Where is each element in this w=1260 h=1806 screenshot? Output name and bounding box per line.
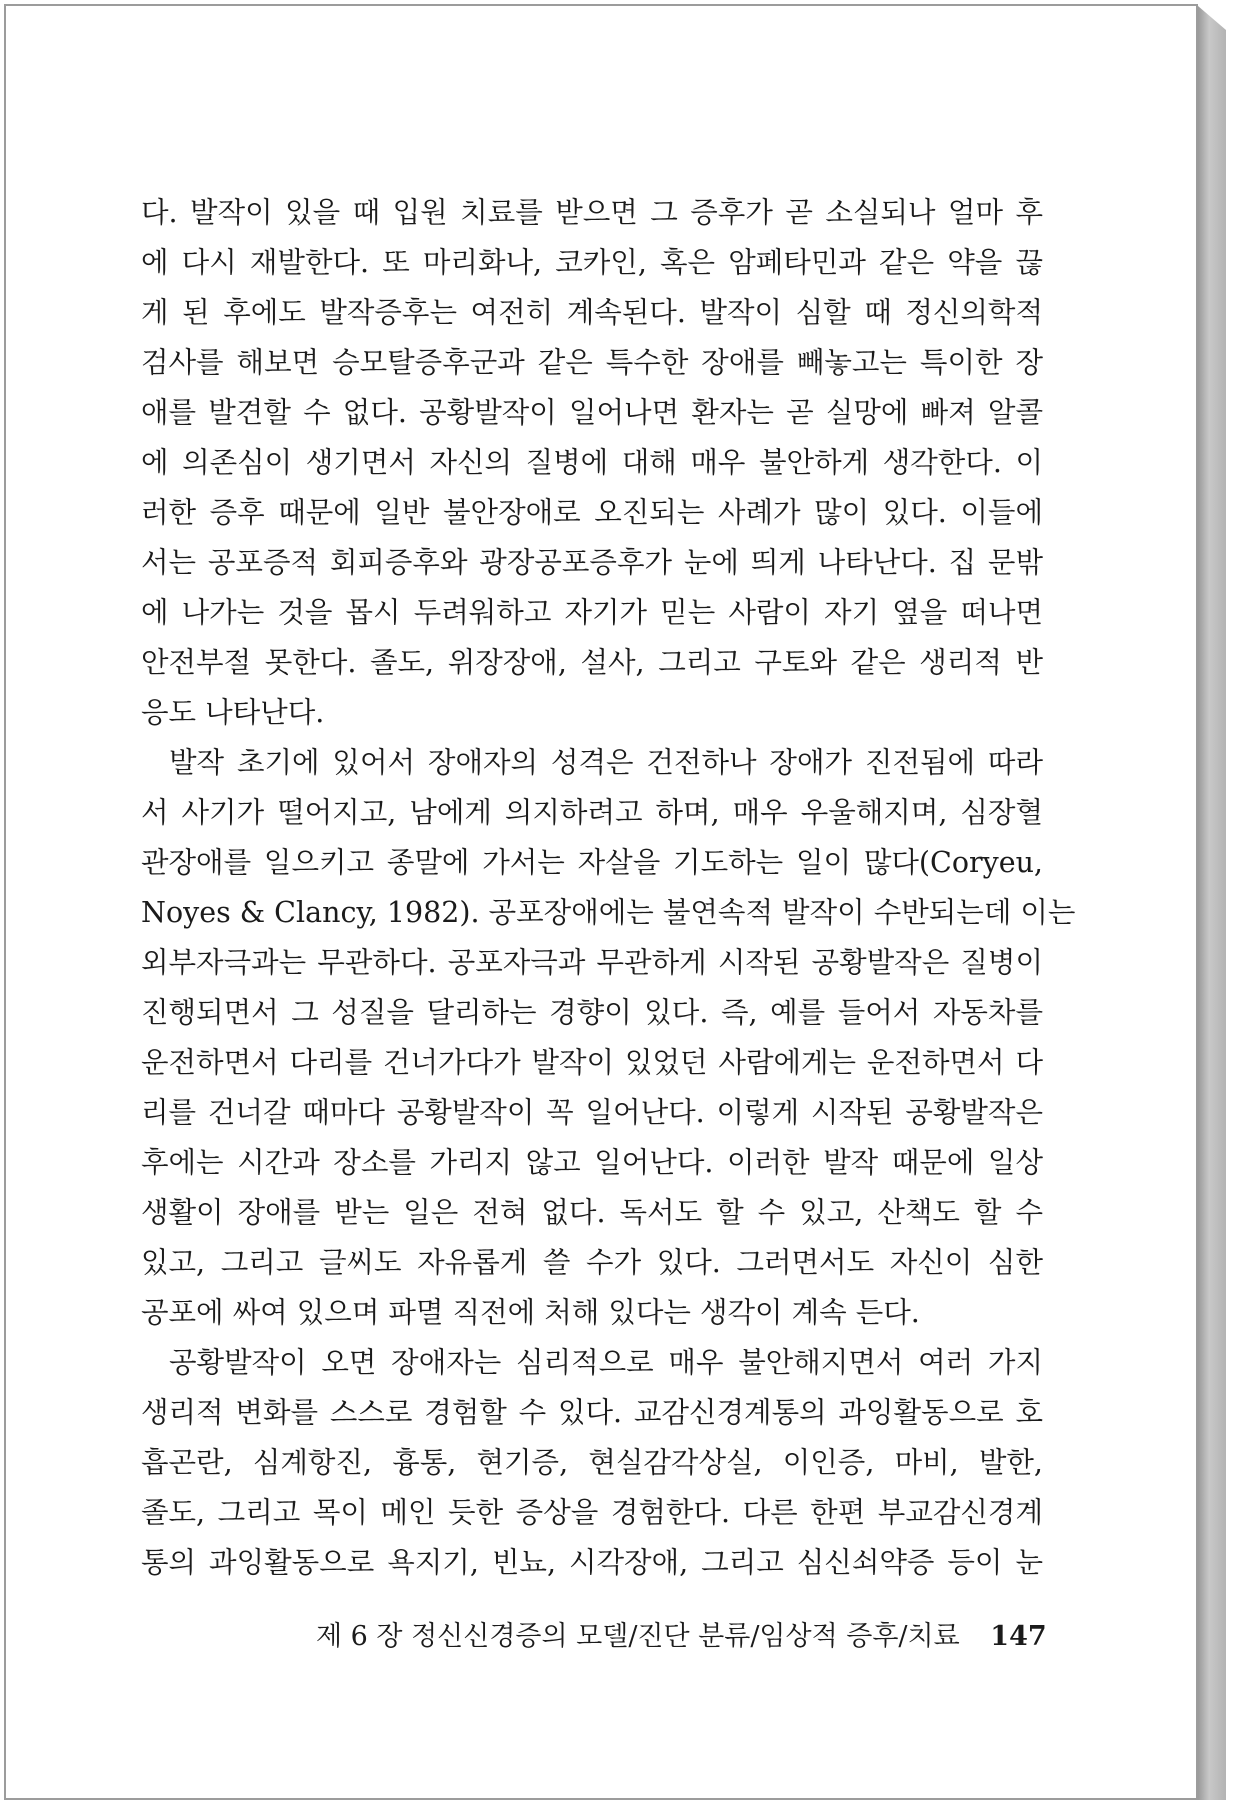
text-line: 흡곤란, 심계항진, 흉통, 현기증, 현실감각상실, 이인증, 마비, 발한, bbox=[141, 1446, 1043, 1479]
running-footer bbox=[316, 1614, 1047, 1653]
text-line: 에 다시 재발한다. 또 마리화나, 코카인, 혹은 암페타민과 같은 약을 끊 bbox=[141, 246, 1043, 279]
text-line: 러한 증후 때문에 일반 불안장애로 오진되는 사례가 많이 있다. 이들에 bbox=[141, 496, 1043, 529]
text-line: 졸도, 그리고 목이 메인 듯한 증상을 경험한다. 다른 한편 부교감신경계 bbox=[141, 1496, 1043, 1529]
paragraph bbox=[141, 1338, 1043, 1588]
text-line: Noyes & Clancy, 1982). 공포장애에는 불연속적 발작이 수반되는데 이는 bbox=[141, 896, 1076, 929]
text-line: 에 의존심이 생기면서 자신의 질병에 대해 매우 불안하게 생각한다. 이 bbox=[141, 446, 1043, 479]
text-line: 애를 발견할 수 없다. 공황발작이 일어나면 환자는 곧 실망에 빠져 알콜 bbox=[141, 396, 1043, 429]
text-line: 공황발작이 오면 장애자는 심리적으로 매우 불안해지면서 여러 가지 bbox=[169, 1346, 1043, 1379]
text-line: 리를 건너갈 때마다 공황발작이 꼭 일어난다. 이렇게 시작된 공황발작은 bbox=[141, 1096, 1043, 1129]
paragraph bbox=[141, 738, 1076, 1338]
text-line: 운전하면서 다리를 건너가다가 발작이 있었던 사람에게는 운전하면서 다 bbox=[141, 1046, 1043, 1079]
text-line: 발작 초기에 있어서 장애자의 성격은 건전하나 장애가 진전됨에 따라 bbox=[169, 746, 1043, 779]
text-line: 통의 과잉활동으로 욕지기, 빈뇨, 시각장애, 그리고 심신쇠약증 등이 눈 bbox=[141, 1546, 1043, 1579]
text-line: 후에는 시간과 장소를 가리지 않고 일어난다. 이러한 발작 때문에 일상 bbox=[141, 1146, 1043, 1179]
text-line: 게 된 후에도 발작증후는 여전히 계속된다. 발작이 심할 때 정신의학적 bbox=[141, 296, 1043, 329]
paragraph bbox=[141, 188, 1043, 738]
page-body bbox=[141, 188, 1076, 1588]
text-line: 생리적 변화를 스스로 경험할 수 있다. 교감신경계통의 과잉활동으로 호 bbox=[141, 1396, 1043, 1429]
page-number: 147 bbox=[990, 1621, 1047, 1652]
text-line: 검사를 해보면 승모탈증후군과 같은 특수한 장애를 빼놓고는 특이한 장 bbox=[141, 346, 1043, 379]
chapter-title: 제 6 장 정신신경증의 모델/진단 분류/임상적 증후/치료 bbox=[316, 1621, 960, 1652]
text-line: 진행되면서 그 성질을 달리하는 경향이 있다. 즉, 예를 들어서 자동차를 bbox=[141, 996, 1043, 1029]
text-line: 응도 나타난다. bbox=[141, 696, 325, 729]
text-line: 다. 발작이 있을 때 입원 치료를 받으면 그 증후가 곧 소실되나 얼마 후 bbox=[141, 196, 1043, 229]
text-line: 안전부절 못한다. 졸도, 위장장애, 설사, 그리고 구토와 같은 생리적 반 bbox=[141, 646, 1043, 679]
book-page-edge bbox=[1198, 6, 1226, 1800]
text-line: 관장애를 일으키고 종말에 가서는 자살을 기도하는 일이 많다(Coryeu, bbox=[141, 846, 1043, 879]
text-line: 서 사기가 떨어지고, 남에게 의지하려고 하며, 매우 우울해지며, 심장혈 bbox=[141, 796, 1043, 829]
text-line: 공포에 싸여 있으며 파멸 직전에 처해 있다는 생각이 계속 든다. bbox=[141, 1296, 920, 1329]
text-line: 생활이 장애를 받는 일은 전혀 없다. 독서도 할 수 있고, 산책도 할 수 bbox=[141, 1196, 1043, 1229]
text-line: 서는 공포증적 회피증후와 광장공포증후가 눈에 띄게 나타난다. 집 문밖 bbox=[141, 546, 1043, 579]
text-line: 있고, 그리고 글씨도 자유롭게 쓸 수가 있다. 그러면서도 자신이 심한 bbox=[141, 1246, 1043, 1279]
text-line: 외부자극과는 무관하다. 공포자극과 무관하게 시작된 공황발작은 질병이 bbox=[141, 946, 1043, 979]
text-line: 에 나가는 것을 몹시 두려워하고 자기가 믿는 사람이 자기 옆을 떠나면 bbox=[141, 596, 1043, 629]
